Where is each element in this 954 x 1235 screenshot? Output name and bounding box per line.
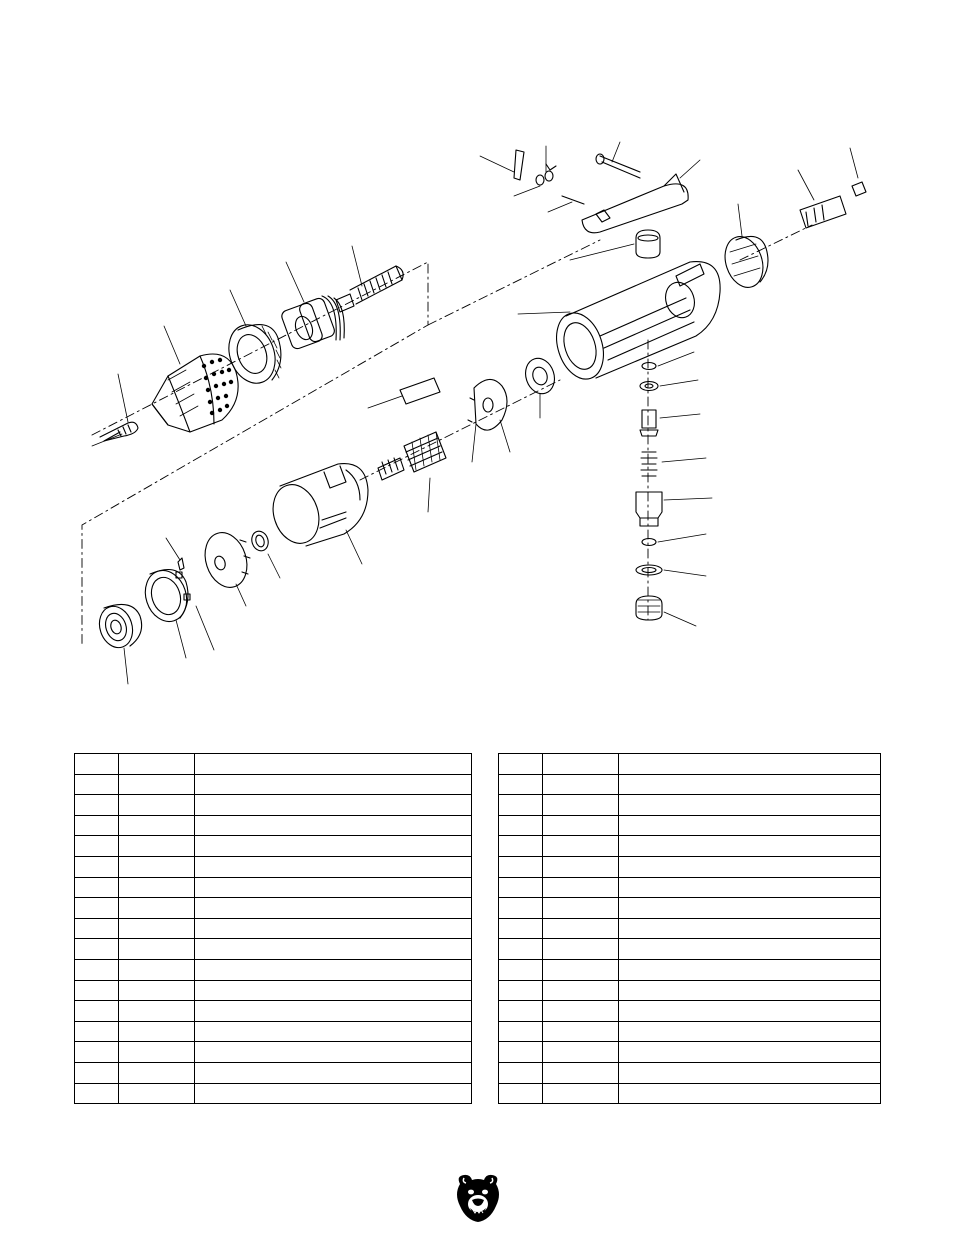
table-cell [119,898,195,919]
table-row [75,815,472,836]
table-cell [195,980,472,1001]
table-cell [119,774,195,795]
table-cell [195,815,472,836]
exhaust-cap-part [719,232,769,293]
table-cell [75,1062,119,1083]
table-cell [195,1083,472,1104]
end-plate-part [198,527,253,593]
table-row [499,815,881,836]
table-cell [195,1062,472,1083]
table-cell [119,1001,195,1022]
table-cell [75,1083,119,1104]
table-cell [119,836,195,857]
table-cell [195,1021,472,1042]
table-row [499,774,881,795]
parts-table-right-body [499,754,881,1104]
table-cell [619,836,881,857]
small-washer-part [249,529,270,553]
table-cell [195,939,472,960]
vane-blade-part [400,378,440,404]
table-cell [543,1001,619,1022]
table-cell [499,980,543,1001]
table-cell [75,980,119,1001]
parts-table-left [74,753,472,1104]
cylinder-part [266,464,368,550]
table-cell [619,1001,881,1022]
table-cell [195,795,472,816]
table-row [75,980,472,1001]
table-cell [543,1083,619,1104]
table-cell [499,856,543,877]
table-cell [119,1021,195,1042]
table-cell [499,836,543,857]
lever-pin-part [596,154,640,178]
table-row [75,898,472,919]
table-cell [75,1042,119,1063]
drill-chuck-part [152,354,238,432]
table-row [499,980,881,1001]
table-row [499,1001,881,1022]
rear-bearing-part [94,602,141,652]
table-row [499,1083,881,1104]
table-row [75,836,472,857]
table-cell [75,754,119,775]
table-cell [499,877,543,898]
table-cell [499,815,543,836]
table-cell [543,877,619,898]
table-cell [119,856,195,877]
table-cell [119,980,195,1001]
housing-part [549,262,721,386]
table-cell [543,1042,619,1063]
table-row [75,754,472,775]
valve-stack-parts [636,363,662,621]
table-cell [119,815,195,836]
table-cell [499,754,543,775]
knurled-collar-part [221,318,283,389]
table-row [75,1021,472,1042]
table-cell [619,898,881,919]
table-cell [499,959,543,980]
table-cell [619,1021,881,1042]
table-cell [119,1042,195,1063]
front-bearing-part [521,355,559,398]
table-cell [75,774,119,795]
table-cell [195,918,472,939]
table-cell [619,1062,881,1083]
table-row [499,795,881,816]
table-cell [119,918,195,939]
table-cell [499,1042,543,1063]
table-cell [543,754,619,775]
table-cell [195,959,472,980]
table-cell [75,1021,119,1042]
chuck-key-part [100,422,138,441]
table-cell [499,1083,543,1104]
throttle-lever-part [582,174,688,233]
table-row [75,774,472,795]
table-cell [543,959,619,980]
table-cell [619,774,881,795]
linkage-parts [514,150,584,204]
table-cell [543,1062,619,1083]
table-row [75,877,472,898]
table-cell [619,754,881,775]
table-cell [619,1042,881,1063]
table-cell [195,754,472,775]
table-cell [543,795,619,816]
table-row [499,959,881,980]
table-cell [119,1062,195,1083]
table-cell [619,959,881,980]
table-cell [543,898,619,919]
bear-head-icon [454,1172,502,1224]
table-cell [499,939,543,960]
threaded-ring-part [280,296,344,350]
table-cell [75,918,119,939]
table-cell [75,856,119,877]
parts-table-right [498,753,881,1104]
table-row [75,1062,472,1083]
table-row [499,856,881,877]
spindle-part [336,266,403,312]
table-cell [543,774,619,795]
table-row [75,1083,472,1104]
table-cell [75,877,119,898]
table-cell [619,877,881,898]
table-cell [619,815,881,836]
table-cell [543,1021,619,1042]
table-cell [195,1042,472,1063]
table-cell [195,856,472,877]
table-cell [543,836,619,857]
table-cell [119,959,195,980]
table-cell [75,815,119,836]
small-pin-part [178,558,184,570]
ring-nut-part [139,565,193,627]
table-cell [195,898,472,919]
parts-table-left-body [75,754,472,1104]
table-cell [499,1001,543,1022]
table-row [499,1021,881,1042]
air-inlet-part [800,182,866,228]
table-cell [543,856,619,877]
table-cell [499,774,543,795]
table-row [75,1042,472,1063]
table-cell [543,918,619,939]
table-row [499,898,881,919]
table-cell [499,1062,543,1083]
table-cell [75,836,119,857]
table-row [499,836,881,857]
table-cell [119,939,195,960]
table-cell [543,939,619,960]
table-cell [619,939,881,960]
table-cell [619,856,881,877]
table-row [75,1001,472,1022]
table-cell [195,774,472,795]
table-row [75,856,472,877]
table-row [75,959,472,980]
table-cell [75,939,119,960]
table-row [75,918,472,939]
table-cell [195,877,472,898]
table-row [499,754,881,775]
table-cell [499,795,543,816]
table-cell [619,918,881,939]
valve-button-part [636,230,660,258]
table-cell [75,898,119,919]
table-cell [119,877,195,898]
table-cell [619,980,881,1001]
table-cell [75,795,119,816]
table-cell [619,1083,881,1104]
assembly-centerlines [82,225,812,645]
table-cell [195,1001,472,1022]
table-row [75,795,472,816]
table-row [499,877,881,898]
table-row [499,1062,881,1083]
table-cell [75,1001,119,1022]
table-cell [499,918,543,939]
table-cell [119,1083,195,1104]
table-cell [499,1021,543,1042]
table-row [499,1042,881,1063]
table-cell [619,795,881,816]
rotor-part [378,432,446,480]
table-row [75,939,472,960]
table-cell [195,836,472,857]
table-cell [543,980,619,1001]
table-cell [119,754,195,775]
table-row [499,918,881,939]
table-row [499,939,881,960]
table-cell [75,959,119,980]
table-cell [119,795,195,816]
table-cell [499,898,543,919]
table-cell [543,815,619,836]
